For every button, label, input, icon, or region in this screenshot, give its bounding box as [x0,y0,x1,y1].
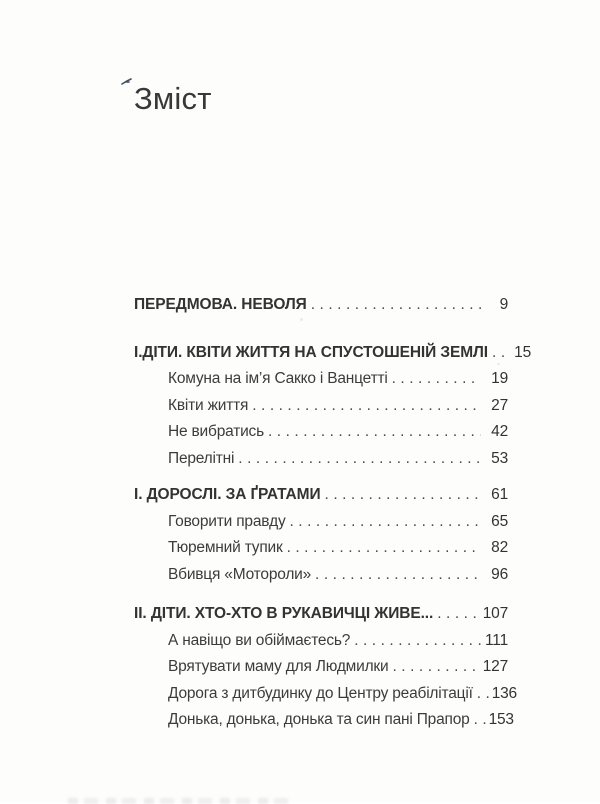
toc-entry-label: ІІ. ДІТИ. ХТО-ХТО В РУКАВИЧЦІ ЖИВЕ... [134,605,434,622]
toc-entry-label: Квіти життя [168,396,249,414]
toc-entry-label: Перелітні [168,449,235,467]
dot-leader [477,681,489,708]
toc-entry-label: Говорити правду [168,512,286,530]
toc-entry-label: А навіщо ви обіймаєтесь? [168,631,351,649]
dot-leader [290,509,482,536]
page-title: Зміст [134,81,212,116]
toc-entry [134,340,532,367]
dot-leader [252,393,481,420]
toc-entry [134,446,508,473]
toc-entry [134,393,508,420]
toc-entry-page: 53 [491,449,508,467]
toc-entry [134,707,514,734]
toc-entry-label: І.ДІТИ. КВІТИ ЖИТТЯ НА СПУСТОШЕНІЙ ЗЕМЛІ [134,343,489,361]
pen-mark-icon [121,76,137,89]
toc-entry-label: Тюремний тупик [168,539,283,556]
toc-section [134,601,517,734]
scan-speck [497,363,500,365]
dot-leader [238,446,481,473]
toc-entry-label: Не вибратись [168,423,264,440]
toc-entry-page: 153 [488,711,514,728]
dot-leader [268,419,481,446]
toc-entry [134,628,508,655]
toc-entry [134,366,508,393]
dot-leader [354,628,481,655]
toc-entry [134,654,508,681]
toc-entry-page: 111 [485,631,508,649]
dot-leader [392,654,479,681]
toc-section [134,340,532,473]
toc-entry [134,509,508,536]
scan-speck [300,318,303,321]
toc-entry-page: 19 [491,370,508,387]
toc-section [134,292,508,319]
dot-leader [474,707,486,734]
toc-entry-page: 42 [491,423,508,440]
toc-entry-label: Врятувати маму для Людмилки [168,658,389,675]
scan-speck [178,576,182,578]
toc-entry-label: Донька, донька, донька та син пані Прапор [168,711,470,728]
dot-leader [315,562,481,589]
table-of-contents [134,292,532,734]
toc-entry-label: Дорога з дитбудинку до Центру реабілітації [168,684,473,702]
toc-entry-label: І. ДОРОСЛІ. ЗА ҐРАТАМИ [134,486,321,503]
toc-entry [134,482,508,509]
toc-entry-label: Комуна на ім’я Сакко і Ванцетті [168,370,388,387]
toc-entry [134,535,508,562]
toc-section [134,482,508,588]
page-edge-artifact [68,798,296,804]
dot-leader [325,482,481,509]
toc-entry-page: 15 [514,343,532,361]
toc-entry-page: 82 [491,539,508,556]
toc-entry [134,601,508,628]
toc-entry [134,419,508,446]
toc-entry [134,681,517,708]
toc-entry [134,292,508,319]
toc-entry-page: 61 [491,486,508,503]
dot-leader [392,366,481,393]
toc-entry-page: 65 [491,512,508,530]
toc-entry-page: 27 [491,396,508,414]
toc-entry-page: 107 [482,605,508,622]
dot-leader [437,601,480,628]
toc-entry-page: 127 [482,658,508,675]
toc-entry-page: 96 [491,565,508,583]
dot-leader [287,535,481,562]
toc-entry-label: Вбивця «Мотороли» [168,565,312,583]
toc-entry-page: 136 [491,684,517,702]
toc-entry-page: 9 [499,296,508,313]
toc-entry [134,562,508,589]
dot-leader [311,292,481,319]
toc-entry-label: ПЕРЕДМОВА. НЕВОЛЯ [134,296,307,313]
